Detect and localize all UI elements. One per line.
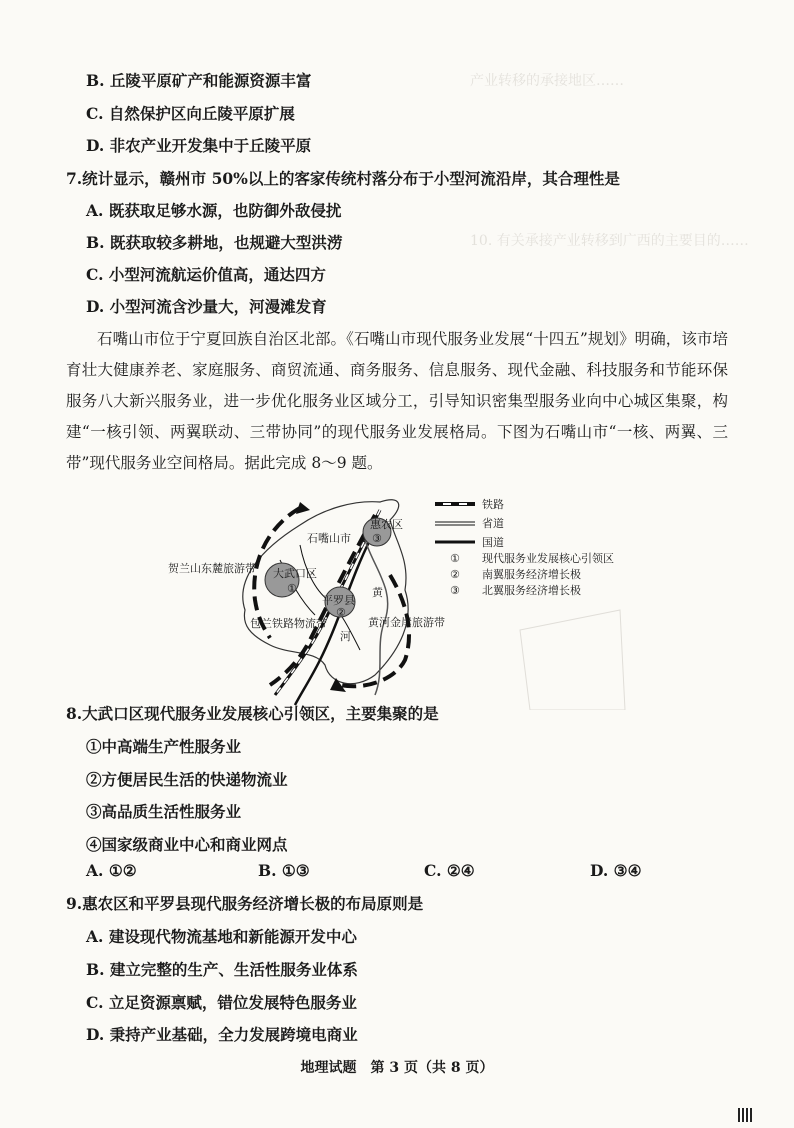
option-b: B. 丘陵平原矿产和能源资源丰富 bbox=[86, 71, 312, 90]
qr-code-icon bbox=[738, 1108, 752, 1122]
question-8-item-4: ④国家级商业中心和商业网点 bbox=[86, 835, 288, 854]
question-7-option-c: C. 小型河流航运价值高，通达四方 bbox=[86, 265, 326, 284]
huanghe-belt-label: 黄河金岸旅游带 bbox=[368, 616, 445, 629]
legend-symbol-3: ③ bbox=[450, 584, 460, 597]
question-9-option-d: D. 秉持产业基础，全力发展跨境电商业 bbox=[86, 1025, 358, 1044]
huinong-number: ③ bbox=[372, 532, 382, 545]
legend-south-wing: 南翼服务经济增长极 bbox=[482, 568, 581, 581]
legend-core-zone: 现代服务业发展核心引领区 bbox=[482, 552, 614, 565]
map-legend bbox=[435, 497, 614, 597]
question-8-item-3: ③高品质生活性服务业 bbox=[86, 802, 242, 821]
option-c: C. 自然保护区向丘陵平原扩展 bbox=[86, 104, 295, 123]
question-9-option-a: A. 建设现代物流基地和新能源开发中心 bbox=[86, 927, 357, 946]
bleed-through-text: 产业转移的承接地区…… bbox=[470, 73, 624, 89]
question-8-item-2: ②方便居民生活的快递物流业 bbox=[86, 770, 288, 789]
question-8-option-c: C. ②④ bbox=[424, 861, 475, 880]
bleed-through-text: 10. 有关承接产业转移到广西的主要目的…… bbox=[470, 233, 749, 249]
shizuishan-label: 石嘴山市 bbox=[307, 532, 351, 545]
reading-passage: 石嘴山市位于宁夏回族自治区北部。《石嘴山市现代服务业发展“十四五”规划》明确，该市培育壮大健康养老、家庭服务、商贸流通、商务服务、信息服务、现代金融、科技服务和节能环保服务八大新兴服务业，进一步优化服务业区域分工，引导知识密集型服务业向中心城区集聚，构建“一核引领、两翼联动、三带协同”的现代服务业发展格局。下图为石嘴山市“一核、两翼、三带”现代服务业空间格局。据此完成 8～9 题。 bbox=[66, 330, 728, 472]
question-8-option-d: D. ③④ bbox=[590, 861, 642, 880]
question-7-stem: 7.统计显示，赣州市 50%以上的客家传统村落分布于小型河流沿岸，其合理性是 bbox=[66, 169, 620, 188]
question-8-option-a: A. ①② bbox=[86, 861, 137, 880]
question-8-option-b: B. ①③ bbox=[258, 861, 310, 880]
river-label-he: 河 bbox=[340, 630, 351, 643]
helan-belt-label: 贺兰山东麓旅游带 bbox=[168, 562, 256, 575]
legend-provincial-road: 省道 bbox=[482, 517, 504, 530]
river-label-huang: 黄 bbox=[372, 586, 383, 599]
question-8-stem: 8.大武口区现代服务业发展核心引领区，主要集聚的是 bbox=[66, 704, 439, 723]
question-9-option-c: C. 立足资源禀赋，错位发展特色服务业 bbox=[86, 993, 357, 1012]
page-footer: 地理试题 第 3 页（共 8 页） bbox=[300, 1060, 494, 1076]
question-7-option-b: B. 既获取较多耕地，也规避大型洪涝 bbox=[86, 233, 343, 252]
legend-north-wing: 北翼服务经济增长极 bbox=[482, 584, 581, 597]
pingluo-label: 平罗县 bbox=[322, 594, 355, 607]
service-industry-map bbox=[150, 480, 650, 710]
legend-symbol-2: ② bbox=[450, 568, 460, 581]
question-9-option-b: B. 建立完整的生产、生活性服务业体系 bbox=[86, 960, 358, 979]
legend-symbol-1: ① bbox=[450, 552, 460, 565]
dawukou-label: 大武口区 bbox=[273, 567, 317, 580]
baolan-belt-label: 包兰铁路物流带 bbox=[250, 617, 327, 630]
huinong-label: 惠农区 bbox=[370, 518, 403, 531]
dawukou-number: ① bbox=[287, 582, 297, 595]
question-7-option-a: A. 既获取足够水源，也防御外敌侵扰 bbox=[86, 201, 342, 220]
bleed-through-diagram bbox=[520, 610, 625, 710]
option-d: D. 非农产业开发集中于丘陵平原 bbox=[86, 136, 312, 155]
pingluo-number: ② bbox=[336, 606, 346, 619]
helan-belt-arrow bbox=[296, 502, 310, 514]
question-9-stem: 9.惠农区和平罗县现代服务经济增长极的布局原则是 bbox=[66, 894, 424, 913]
question-7-option-d: D. 小型河流含沙量大，河漫滩发育 bbox=[86, 297, 327, 316]
legend-railway: 铁路 bbox=[482, 498, 504, 511]
legend-national-road: 国道 bbox=[482, 536, 504, 549]
question-8-item-1: ①中高端生产性服务业 bbox=[86, 737, 242, 756]
